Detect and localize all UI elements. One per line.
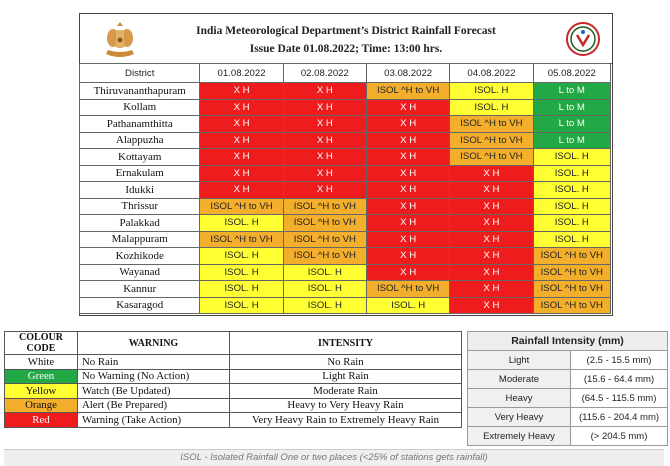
date-header: 04.08.2022 bbox=[450, 64, 533, 83]
forecast-cell: X H bbox=[283, 132, 366, 149]
district-row bbox=[80, 132, 611, 149]
forecast-cell: ISOL. H bbox=[533, 215, 610, 232]
forecast-table bbox=[79, 63, 611, 314]
forecast-cell: ISOL ^H to VH bbox=[283, 248, 366, 265]
forecast-cell: ISOL ^H to VH bbox=[366, 83, 449, 100]
intensity-range: (> 204.5 mm) bbox=[571, 427, 668, 446]
forecast-cell: ISOL ^H to VH bbox=[283, 231, 366, 248]
intensity-row bbox=[468, 408, 668, 427]
forecast-cell: ISOL. H bbox=[283, 264, 366, 281]
district-name: Thrissur bbox=[80, 198, 200, 215]
district-row bbox=[80, 264, 611, 281]
colour-swatch: Red bbox=[5, 413, 78, 428]
legend-header-row bbox=[5, 332, 462, 355]
forecast-cell: X H bbox=[200, 182, 283, 199]
colour-swatch: Yellow bbox=[5, 384, 78, 399]
district-row bbox=[80, 182, 611, 199]
district-row bbox=[80, 149, 611, 166]
district-name: Thiruvananthapuram bbox=[80, 83, 200, 100]
district-row bbox=[80, 83, 611, 100]
forecast-cell: X H bbox=[366, 215, 449, 232]
district-name: Kannur bbox=[80, 281, 200, 298]
forecast-header-row bbox=[80, 64, 611, 83]
forecast-cell: ISOL ^H to VH bbox=[283, 215, 366, 232]
intensity-text: Heavy to Very Heavy Rain bbox=[230, 398, 462, 413]
intensity-label: Light bbox=[468, 351, 571, 370]
warning-text: Watch (Be Updated) bbox=[78, 384, 230, 399]
colour-swatch: Orange bbox=[5, 398, 78, 413]
intensity-range: (15.6 - 64.4 mm) bbox=[571, 370, 668, 389]
district-name: Kozhikode bbox=[80, 248, 200, 265]
intensity-row bbox=[468, 351, 668, 370]
date-header: 01.08.2022 bbox=[200, 64, 283, 83]
forecast-cell: ISOL. H bbox=[283, 297, 366, 314]
forecast-cell: ISOL. H bbox=[450, 83, 533, 100]
forecast-cell: ISOL ^H to VH bbox=[450, 116, 533, 133]
district-name: Wayanad bbox=[80, 264, 200, 281]
forecast-cell: ISOL ^H to VH bbox=[200, 231, 283, 248]
colour-swatch: White bbox=[5, 355, 78, 370]
forecast-cell: ISOL. H bbox=[533, 182, 610, 199]
forecast-cell: X H bbox=[366, 149, 449, 166]
forecast-cell: X H bbox=[366, 264, 449, 281]
colour-swatch: Green bbox=[5, 369, 78, 384]
district-row bbox=[80, 198, 611, 215]
district-row bbox=[80, 248, 611, 265]
forecast-cell: X H bbox=[366, 132, 449, 149]
intensity-row bbox=[468, 370, 668, 389]
forecast-cell: ISOL ^H to VH bbox=[200, 198, 283, 215]
forecast-cell: X H bbox=[283, 149, 366, 166]
district-row bbox=[80, 231, 611, 248]
date-header: 02.08.2022 bbox=[283, 64, 366, 83]
legend-row bbox=[5, 355, 462, 370]
legend-row bbox=[5, 413, 462, 428]
warning-text: Alert (Be Prepared) bbox=[78, 398, 230, 413]
district-row bbox=[80, 281, 611, 298]
district-name: Kasaragod bbox=[80, 297, 200, 314]
forecast-cell: ISOL ^H to VH bbox=[283, 198, 366, 215]
district-name: Alappuzha bbox=[80, 132, 200, 149]
district-header: District bbox=[80, 64, 200, 83]
intensity-label: Extremely Heavy bbox=[468, 427, 571, 446]
forecast-cell: X H bbox=[450, 215, 533, 232]
forecast-cell: X H bbox=[200, 116, 283, 133]
district-row bbox=[80, 215, 611, 232]
forecast-cell: X H bbox=[200, 149, 283, 166]
forecast-cell: X H bbox=[366, 116, 449, 133]
warning-text: No Rain bbox=[78, 355, 230, 370]
intensity-row bbox=[468, 389, 668, 408]
forecast-cell: ISOL. H bbox=[200, 281, 283, 298]
issue-date: Issue Date 01.08.2022; Time: 13:00 hrs. bbox=[249, 43, 443, 55]
warning-header: WARNING bbox=[78, 332, 230, 355]
forecast-cell: X H bbox=[450, 248, 533, 265]
legend-row bbox=[5, 398, 462, 413]
district-row bbox=[80, 165, 611, 182]
intensity-range: (2.5 - 15.5 mm) bbox=[571, 351, 668, 370]
forecast-cell: ISOL. H bbox=[533, 198, 610, 215]
forecast-cell: X H bbox=[283, 116, 366, 133]
rainfall-intensity-table bbox=[467, 331, 668, 446]
forecast-cell: X H bbox=[450, 264, 533, 281]
date-header: 05.08.2022 bbox=[533, 64, 610, 83]
district-name: Idukki bbox=[80, 182, 200, 199]
forecast-cell: L to M bbox=[533, 132, 610, 149]
forecast-cell: ISOL. H bbox=[533, 231, 610, 248]
forecast-cell: ISOL. H bbox=[200, 264, 283, 281]
forecast-header bbox=[80, 14, 612, 64]
forecast-cell: ISOL. H bbox=[283, 281, 366, 298]
forecast-cell: X H bbox=[283, 165, 366, 182]
district-name: Pathanamthitta bbox=[80, 116, 200, 133]
district-name: Ernakulam bbox=[80, 165, 200, 182]
forecast-cell: L to M bbox=[533, 83, 610, 100]
colour-code-legend bbox=[4, 331, 462, 428]
forecast-cell: ISOL ^H to VH bbox=[450, 132, 533, 149]
forecast-cell: ISOL ^H to VH bbox=[450, 149, 533, 166]
forecast-cell: ISOL. H bbox=[533, 165, 610, 182]
intensity-title: Rainfall Intensity (mm) bbox=[468, 332, 668, 351]
forecast-cell: X H bbox=[200, 83, 283, 100]
intensity-range: (115.6 - 204.4 mm) bbox=[571, 408, 668, 427]
forecast-cell: X H bbox=[283, 182, 366, 199]
warning-text: No Warning (No Action) bbox=[78, 369, 230, 384]
forecast-cell: X H bbox=[283, 83, 366, 100]
intensity-text: Moderate Rain bbox=[230, 384, 462, 399]
intensity-label: Moderate bbox=[468, 370, 571, 389]
forecast-cell: X H bbox=[200, 165, 283, 182]
legend-row bbox=[5, 384, 462, 399]
imd-logo-icon bbox=[565, 21, 601, 57]
intensity-text: No Rain bbox=[230, 355, 462, 370]
forecast-cell: X H bbox=[366, 165, 449, 182]
district-name: Malappuram bbox=[80, 231, 200, 248]
intensity-text: Very Heavy Rain to Extremely Heavy Rain bbox=[230, 413, 462, 428]
date-header: 03.08.2022 bbox=[366, 64, 449, 83]
forecast-cell: X H bbox=[366, 99, 449, 116]
forecast-cell: ISOL ^H to VH bbox=[533, 297, 610, 314]
forecast-panel bbox=[79, 13, 613, 316]
forecast-cell: ISOL ^H to VH bbox=[533, 264, 610, 281]
forecast-cell: X H bbox=[450, 198, 533, 215]
district-row bbox=[80, 116, 611, 133]
forecast-cell: ISOL. H bbox=[200, 248, 283, 265]
forecast-cell: ISOL ^H to VH bbox=[533, 248, 610, 265]
intensity-label: Very Heavy bbox=[468, 408, 571, 427]
intensity-header: INTENSITY bbox=[230, 332, 462, 355]
forecast-cell: X H bbox=[450, 231, 533, 248]
intensity-range: (64.5 - 115.5 mm) bbox=[571, 389, 668, 408]
forecast-cell: ISOL ^H to VH bbox=[366, 281, 449, 298]
forecast-cell: X H bbox=[450, 297, 533, 314]
legend-row bbox=[5, 369, 462, 384]
forecast-cell: X H bbox=[450, 182, 533, 199]
forecast-cell: X H bbox=[200, 99, 283, 116]
forecast-cell: X H bbox=[200, 132, 283, 149]
intensity-label: Heavy bbox=[468, 389, 571, 408]
intensity-title-row bbox=[468, 332, 668, 351]
forecast-cell: L to M bbox=[533, 116, 610, 133]
forecast-cell: X H bbox=[366, 182, 449, 199]
intensity-text: Light Rain bbox=[230, 369, 462, 384]
forecast-cell: ISOL. H bbox=[450, 99, 533, 116]
forecast-cell: ISOL. H bbox=[200, 215, 283, 232]
colour-code-header: COLOUR CODE bbox=[5, 332, 78, 355]
forecast-cell: X H bbox=[450, 165, 533, 182]
forecast-cell: ISOL. H bbox=[366, 297, 449, 314]
district-name: Kollam bbox=[80, 99, 200, 116]
forecast-cell: X H bbox=[366, 248, 449, 265]
forecast-cell: X H bbox=[366, 231, 449, 248]
forecast-cell: X H bbox=[366, 198, 449, 215]
forecast-title: India Meteorological Department’s District Rainfall Forecast bbox=[196, 25, 496, 37]
forecast-cell: X H bbox=[450, 281, 533, 298]
forecast-cell: X H bbox=[283, 99, 366, 116]
forecast-cell: ISOL. H bbox=[533, 149, 610, 166]
district-row bbox=[80, 297, 611, 314]
district-row bbox=[80, 99, 611, 116]
warning-text: Warning (Take Action) bbox=[78, 413, 230, 428]
district-name: Palakkad bbox=[80, 215, 200, 232]
forecast-cell: ISOL ^H to VH bbox=[533, 281, 610, 298]
isol-footnote: ISOL - Isolated Rainfall One or two places (<25% of stations gets rainfall) bbox=[4, 449, 664, 466]
district-name: Kottayam bbox=[80, 149, 200, 166]
intensity-row bbox=[468, 427, 668, 446]
forecast-cell: ISOL. H bbox=[200, 297, 283, 314]
forecast-cell: L to M bbox=[533, 99, 610, 116]
